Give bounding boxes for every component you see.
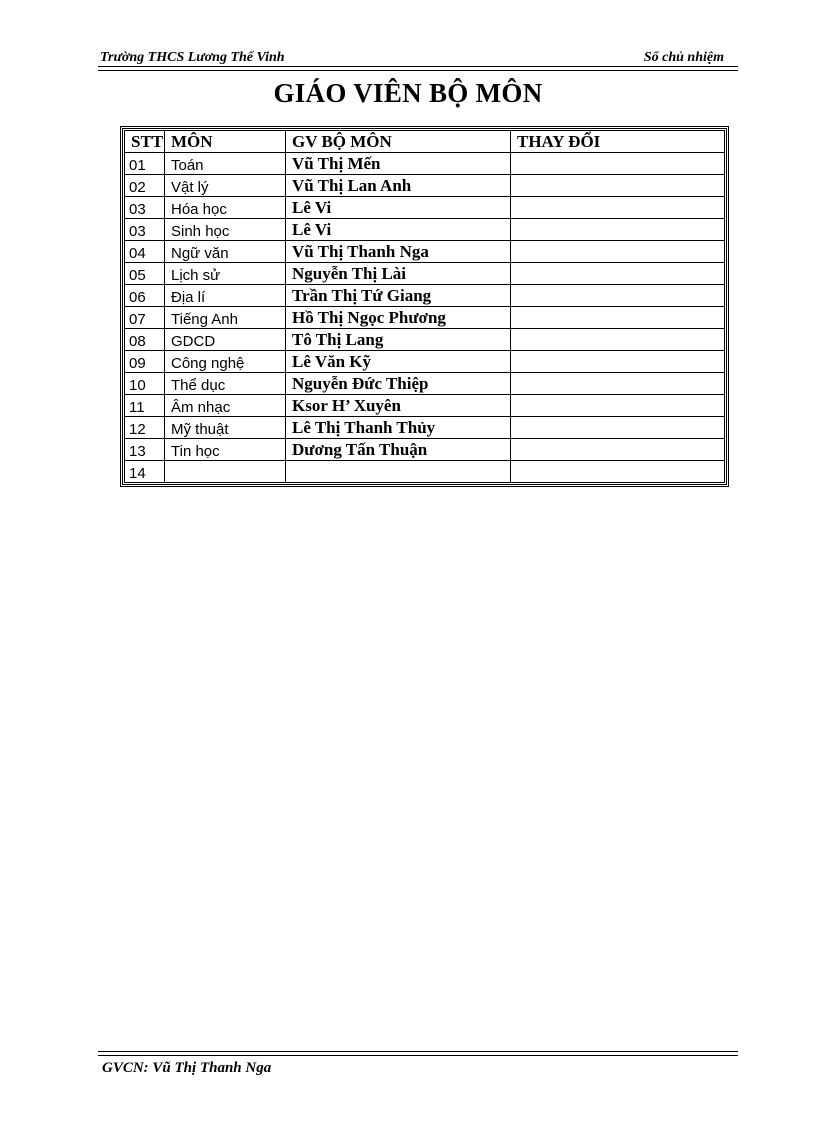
row-teacher: Trần Thị Tứ Giang — [286, 285, 511, 307]
row-stt: 08 — [125, 329, 165, 351]
header-rule — [98, 66, 738, 71]
table-header-row — [125, 131, 725, 153]
page-header — [98, 48, 738, 68]
row-change — [511, 307, 725, 329]
row-change — [511, 439, 725, 461]
row-change — [511, 417, 725, 439]
row-change — [511, 219, 725, 241]
row-subject: Toán — [165, 153, 286, 175]
row-stt: 12 — [125, 417, 165, 439]
table-row — [125, 351, 725, 373]
row-stt: 09 — [125, 351, 165, 373]
table-row — [125, 241, 725, 263]
table-row — [125, 461, 725, 483]
table-row — [125, 439, 725, 461]
row-teacher: Lê Vi — [286, 219, 511, 241]
row-subject: Tiếng Anh — [165, 307, 286, 329]
row-subject: Ngữ văn — [165, 241, 286, 263]
row-change — [511, 197, 725, 219]
row-subject: Vật lý — [165, 175, 286, 197]
row-subject: Âm nhạc — [165, 395, 286, 417]
column-header-subject: MÔN — [165, 131, 286, 153]
row-change — [511, 241, 725, 263]
row-change — [511, 351, 725, 373]
table-row — [125, 197, 725, 219]
table-row — [125, 219, 725, 241]
column-header-teacher: GV BỘ MÔN — [286, 131, 511, 153]
row-teacher — [286, 461, 511, 483]
row-subject: Hóa học — [165, 197, 286, 219]
row-teacher: Vũ Thị Lan Anh — [286, 175, 511, 197]
table-row — [125, 153, 725, 175]
footer-rule — [98, 1051, 738, 1056]
row-subject: Thể dục — [165, 373, 286, 395]
row-teacher: Ksor H’ Xuyên — [286, 395, 511, 417]
row-stt: 13 — [125, 439, 165, 461]
row-teacher: Vũ Thị Mến — [286, 153, 511, 175]
row-stt: 07 — [125, 307, 165, 329]
row-subject: Công nghệ — [165, 351, 286, 373]
row-teacher: Lê Văn Kỹ — [286, 351, 511, 373]
row-teacher: Nguyễn Thị Lài — [286, 263, 511, 285]
row-change — [511, 461, 725, 483]
table-row — [125, 329, 725, 351]
column-header-change: THAY ĐỔI — [511, 131, 725, 153]
row-stt: 06 — [125, 285, 165, 307]
row-change — [511, 175, 725, 197]
row-stt: 03 — [125, 197, 165, 219]
row-teacher: Lê Vi — [286, 197, 511, 219]
row-teacher: Tô Thị Lang — [286, 329, 511, 351]
row-subject: Mỹ thuật — [165, 417, 286, 439]
school-name: Trường THCS Lương Thế Vinh — [100, 50, 285, 65]
table-row — [125, 395, 725, 417]
row-change — [511, 373, 725, 395]
column-header-stt: STT — [125, 131, 165, 153]
row-teacher: Hồ Thị Ngọc Phương — [286, 307, 511, 329]
table-row — [125, 263, 725, 285]
row-change — [511, 329, 725, 351]
row-stt: 02 — [125, 175, 165, 197]
row-subject: Lịch sử — [165, 263, 286, 285]
row-subject — [165, 461, 286, 483]
row-stt: 05 — [125, 263, 165, 285]
table-row — [125, 175, 725, 197]
table-row — [125, 373, 725, 395]
row-teacher: Lê Thị Thanh Thủy — [286, 417, 511, 439]
book-name: Sổ chủ nhiệm — [643, 50, 724, 65]
row-teacher: Vũ Thị Thanh Nga — [286, 241, 511, 263]
table-row — [125, 417, 725, 439]
row-stt: 14 — [125, 461, 165, 483]
row-stt: 01 — [125, 153, 165, 175]
row-subject: GDCD — [165, 329, 286, 351]
row-change — [511, 153, 725, 175]
row-stt: 11 — [125, 395, 165, 417]
row-change — [511, 395, 725, 417]
row-subject: Địa lí — [165, 285, 286, 307]
page-title: GIÁO VIÊN BỘ MÔN — [273, 78, 543, 108]
row-change — [511, 263, 725, 285]
teacher-table — [124, 130, 725, 483]
row-stt: 03 — [125, 219, 165, 241]
homeroom-teacher: GVCN: Vũ Thị Thanh Nga — [102, 1060, 272, 1076]
row-teacher: Nguyễn Đức Thiệp — [286, 373, 511, 395]
row-change — [511, 285, 725, 307]
row-subject: Tin học — [165, 439, 286, 461]
row-stt: 10 — [125, 373, 165, 395]
row-subject: Sinh học — [165, 219, 286, 241]
row-stt: 04 — [125, 241, 165, 263]
teacher-table-frame — [120, 126, 729, 487]
table-row — [125, 285, 725, 307]
row-teacher: Dương Tấn Thuận — [286, 439, 511, 461]
table-row — [125, 307, 725, 329]
